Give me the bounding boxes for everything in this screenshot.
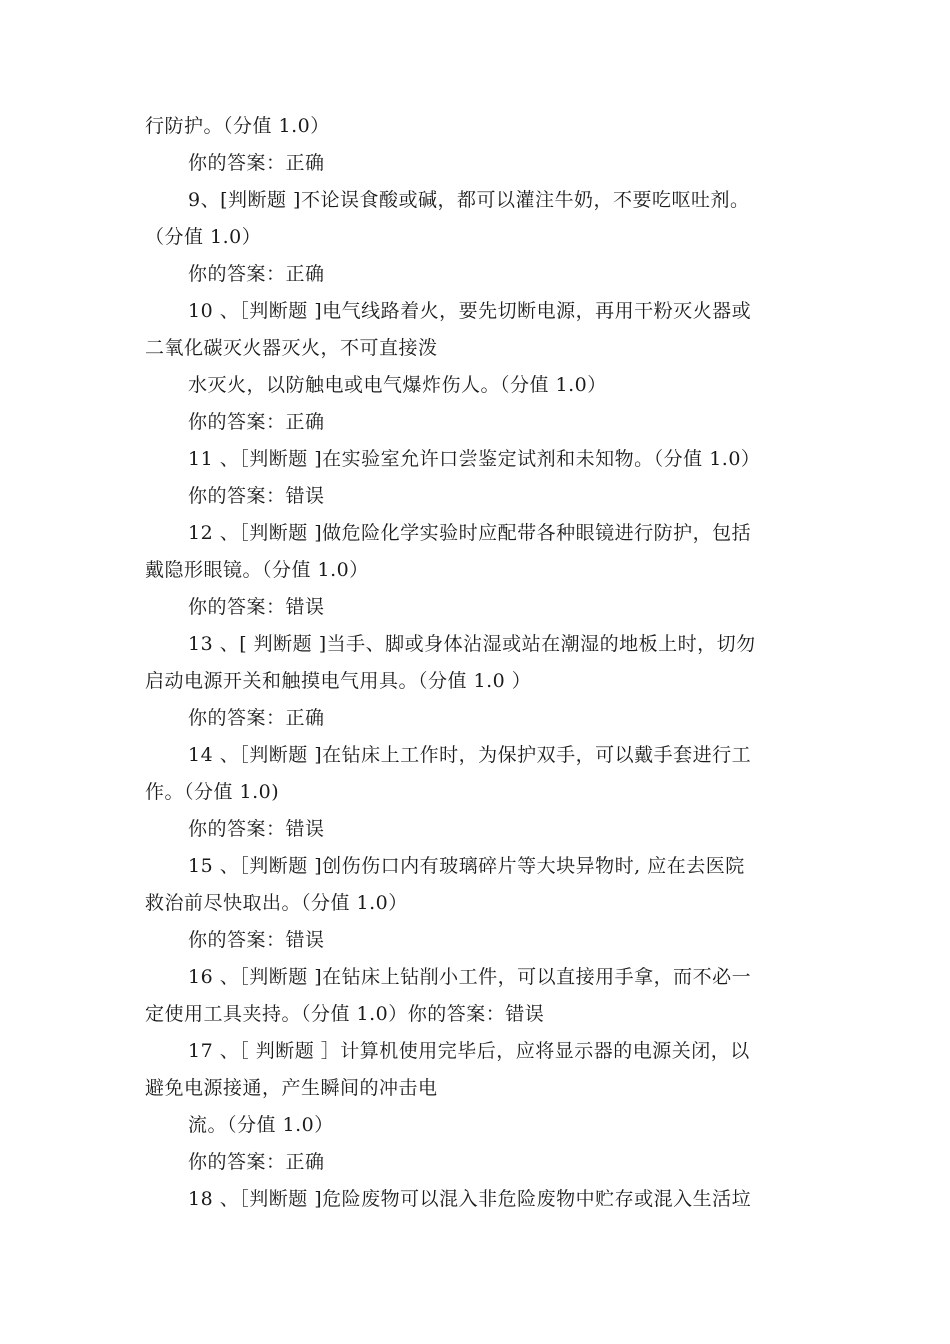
answer-line: 你的答案：错误 — [188, 929, 325, 951]
question-line: 12 、［判断题 ]做危险化学实验时应配带各种眼镜进行防护，包括 — [188, 522, 752, 544]
text-line: 行防护。（分值 1.0） — [145, 115, 330, 137]
answer-line: 你的答案：正确 — [188, 152, 325, 174]
answer-line: 你的答案：正确 — [188, 263, 325, 285]
question-line: 18 、［判断题 ]危险废物可以混入非危险废物中贮存或混入生活垃 — [188, 1188, 752, 1210]
question-line: 10 、［判断题 ]电气线路着火，要先切断电源，再用干粉灭火器或 — [188, 300, 752, 322]
answer-line: 你的答案：错误 — [188, 485, 325, 507]
question-line: 16 、［判断题 ]在钻床上钻削小工件，可以直接用手拿，而不必一 — [188, 966, 752, 988]
text-line: 戴隐形眼镜。（分值 1.0） — [145, 559, 369, 581]
answer-line: 你的答案：正确 — [188, 411, 325, 433]
text-line: （分值 1.0） — [145, 226, 262, 248]
text-line: 作。（分值 1.0) — [145, 781, 280, 803]
text-line: 流。（分值 1.0） — [188, 1114, 334, 1136]
question-line: 17 、［ 判断题 ］计算机使用完毕后，应将显示器的电源关闭，以 — [188, 1040, 750, 1062]
text-line: 水灭火，以防触电或电气爆炸伤人。（分值 1.0） — [188, 374, 607, 396]
text-line: 避免电源接通，产生瞬间的冲击电 — [145, 1077, 438, 1099]
text-line: 救治前尽快取出。（分值 1.0） — [145, 892, 408, 914]
question-line: 15 、［判断题 ]创伤伤口内有玻璃碎片等大块异物时, 应在去医院 — [188, 855, 745, 877]
answer-line: 你的答案：错误 — [188, 596, 325, 618]
answer-line: 你的答案：正确 — [188, 1151, 325, 1173]
text-line: 定使用工具夹持。（分值 1.0）你的答案：错误 — [145, 1003, 545, 1025]
question-line: 9、[判断题 ]不论误食酸或碱，都可以灌注牛奶，不要吃呕吐剂。 — [188, 189, 750, 211]
answer-line: 你的答案：错误 — [188, 818, 325, 840]
question-line: 11 、［判断题 ]在实验室允许口尝鉴定试剂和未知物。（分值 1.0） — [188, 448, 761, 470]
question-line: 14 、［判断题 ]在钻床上工作时，为保护双手，可以戴手套进行工 — [188, 744, 752, 766]
answer-line: 你的答案：正确 — [188, 707, 325, 729]
text-line: 启动电源开关和触摸电气用具。（分值 1.0 ） — [145, 670, 532, 692]
question-line: 13 、[ 判断题 ]当手、脚或身体沾湿或站在潮湿的地板上时，切勿 — [188, 633, 756, 655]
text-line: 二氧化碳灭火器灭火，不可直接泼 — [145, 337, 438, 359]
